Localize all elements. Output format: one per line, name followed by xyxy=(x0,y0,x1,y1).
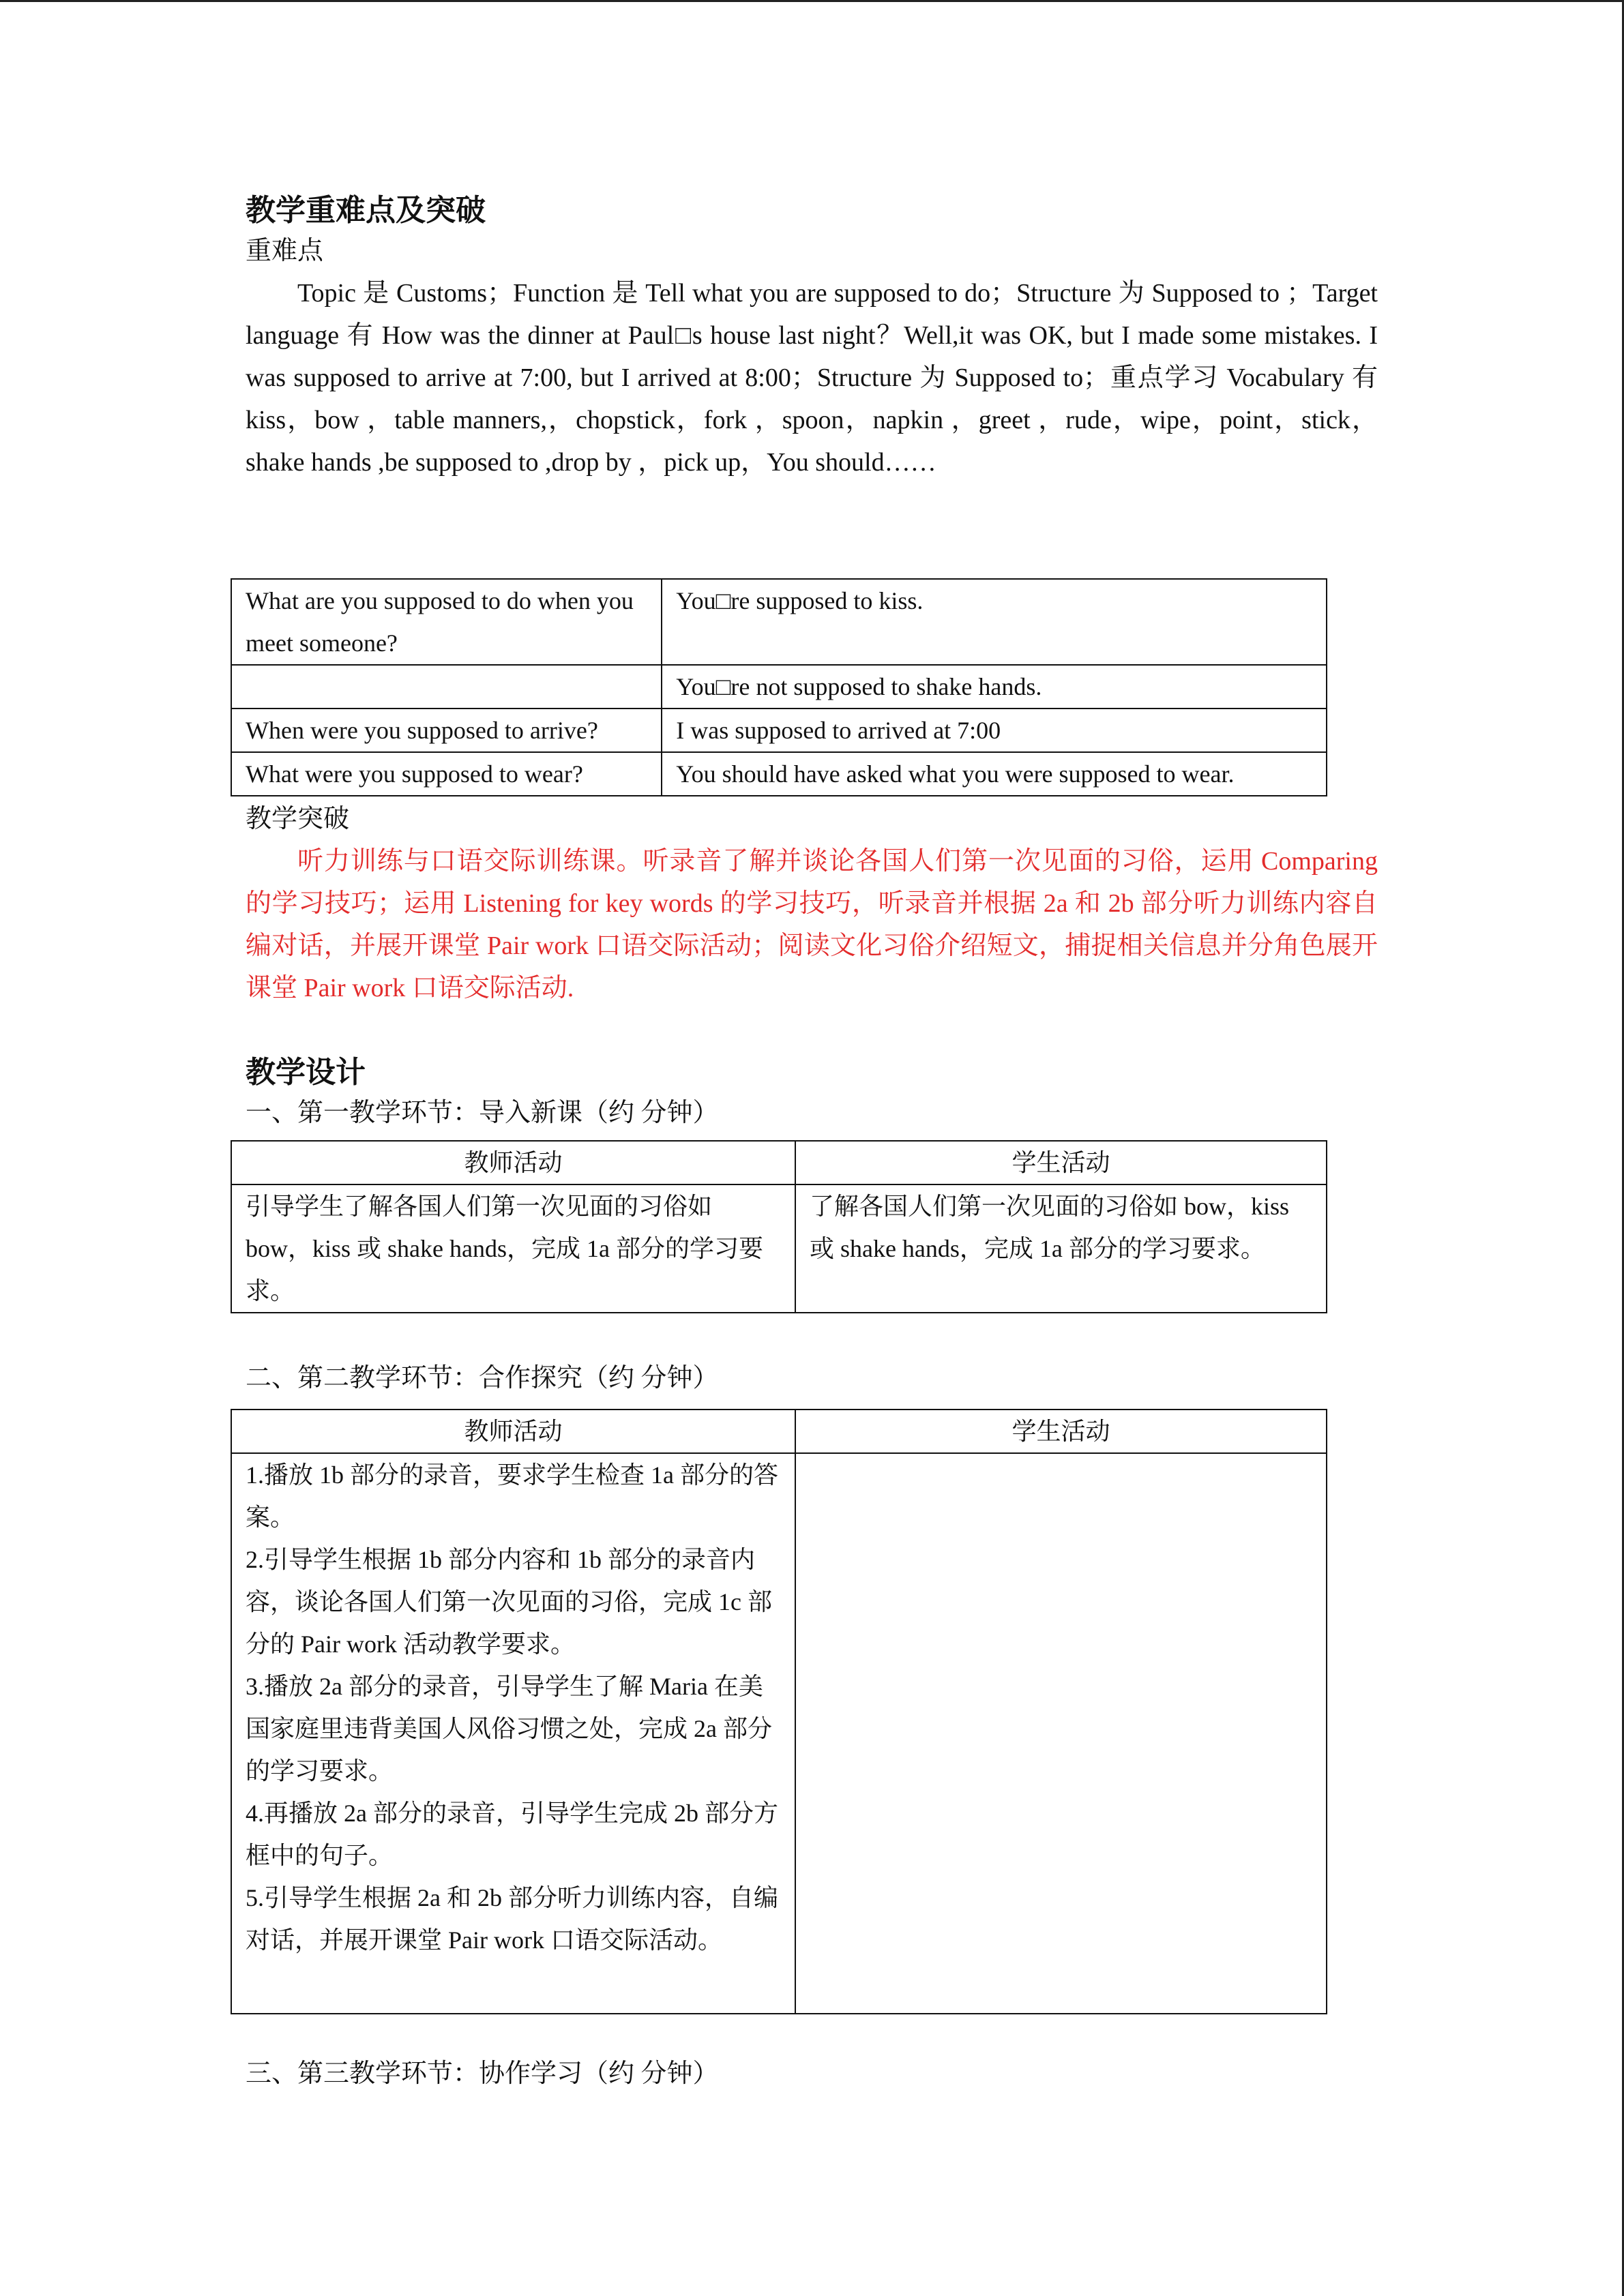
student-activity-header: 学生活动 xyxy=(795,1141,1327,1184)
section-title-difficulties: 教学重难点及突破 xyxy=(246,193,486,228)
breakthrough-block xyxy=(246,798,1378,1009)
subtitle-key-points: 重难点 xyxy=(246,237,324,266)
stage1-table xyxy=(231,1140,1327,1313)
breakthrough-paragraph: 听力训练与口语交际训练课。听录音了解并谈论各国人们第一次见面的习俗，运用 Comparing 的学习技巧；运用 Listening for key words 的学习技巧，听录音并根据 2a 和 2b 部分听力训练内容自编对话，并展开课堂 Pair work 口语交际活动；阅读文化习俗介绍短文，捕捉相关信息并分角色展开课堂 Pair work 口语交际活动. xyxy=(246,847,1378,1002)
table-cell xyxy=(231,665,662,709)
list-item: 4.再播放 2a 部分的录音，引导学生完成 2b 部分方框中的句子。 xyxy=(246,1800,778,1869)
table-row xyxy=(231,1453,1327,2014)
table-cell: When were you supposed to arrive? xyxy=(231,709,662,752)
stage2-label: 二、第二教学环节：合作探究（约 分钟） xyxy=(246,1364,719,1392)
teacher-activity-header: 教师活动 xyxy=(231,1141,795,1184)
sentence-pattern-table xyxy=(231,578,1327,796)
stage3-label: 三、第三教学环节：协作学习（约 分钟） xyxy=(246,2059,719,2088)
table-row xyxy=(231,579,1327,665)
table-cell: What were you supposed to wear? xyxy=(231,752,662,796)
teacher-activity-header: 教师活动 xyxy=(231,1410,795,1453)
list-item: 1.播放 1b 部分的录音，要求学生检查 1a 部分的答案。 xyxy=(246,1461,778,1531)
table-cell: What are you supposed to do when you meet someone? xyxy=(231,579,662,665)
design-block xyxy=(246,1053,1378,1134)
subtitle-breakthrough: 教学突破 xyxy=(246,805,350,833)
stage1-teacher-cell: 引导学生了解各国人们第一次见面的习俗如 bow，kiss 或 shake hands，完成 1a 部分的学习要求。 xyxy=(231,1184,795,1313)
table-header-row xyxy=(231,1410,1327,1453)
list-item: 3.播放 2a 部分的录音，引导学生了解 Maria 在美国家庭里违背美国人风俗习惯之处，完成 2a 部分的学习要求。 xyxy=(246,1673,772,1785)
stage1-label: 一、第一教学环节：导入新课（约 分钟） xyxy=(246,1099,719,1128)
table-cell: You should have asked what you were supposed to wear. xyxy=(662,752,1327,796)
list-item: 2.引导学生根据 1b 部分内容和 1b 部分的录音内容，谈论各国人们第一次见面的习俗，完成 1c 部分的 Pair work 活动教学要求。 xyxy=(246,1546,772,1658)
key-points-paragraph: Topic 是 Customs；Function 是 Tell what you are supposed to do；Structure 为 Supposed to ；Target language 有 How was the dinner at Paul□s house last night？Well,it was OK, but I made some mistakes. I was supposed to arrive at 7:00, but I arrived at 8:00；Structure 为 Supposed to；重点学习 Vocabulary 有 kiss，bow ，table manners,，chopstick，fork ，spoon，napkin ，greet ，rude，wipe，point，stick，shake hands ,be supposed to ,drop by ，pick up，You should…… xyxy=(246,279,1378,477)
stage2-student-cell xyxy=(795,1453,1327,2014)
table-cell: You□re supposed to kiss. xyxy=(662,579,1327,665)
table-cell: You□re not supposed to shake hands. xyxy=(662,665,1327,709)
stage1-student-cell: 了解各国人们第一次见面的习俗如 bow，kiss 或 shake hands，完成 1a 部分的学习要求。 xyxy=(795,1184,1327,1313)
section-title-design: 教学设计 xyxy=(246,1055,366,1090)
table-row xyxy=(231,709,1327,752)
stage2-teacher-cell xyxy=(231,1453,795,2014)
table-row xyxy=(231,752,1327,796)
table-row xyxy=(231,1184,1327,1313)
table-row xyxy=(231,665,1327,709)
student-activity-header: 学生活动 xyxy=(795,1410,1327,1453)
table-cell: I was supposed to arrived at 7:00 xyxy=(662,709,1327,752)
stage2-table xyxy=(231,1409,1327,2014)
page-top-border xyxy=(0,0,1624,2)
list-item: 5.引导学生根据 2a 和 2b 部分听力训练内容，自编对话，并展开课堂 Pair work 口语交际活动。 xyxy=(246,1884,778,1954)
document-page xyxy=(246,191,1378,483)
table-header-row xyxy=(231,1141,1327,1184)
